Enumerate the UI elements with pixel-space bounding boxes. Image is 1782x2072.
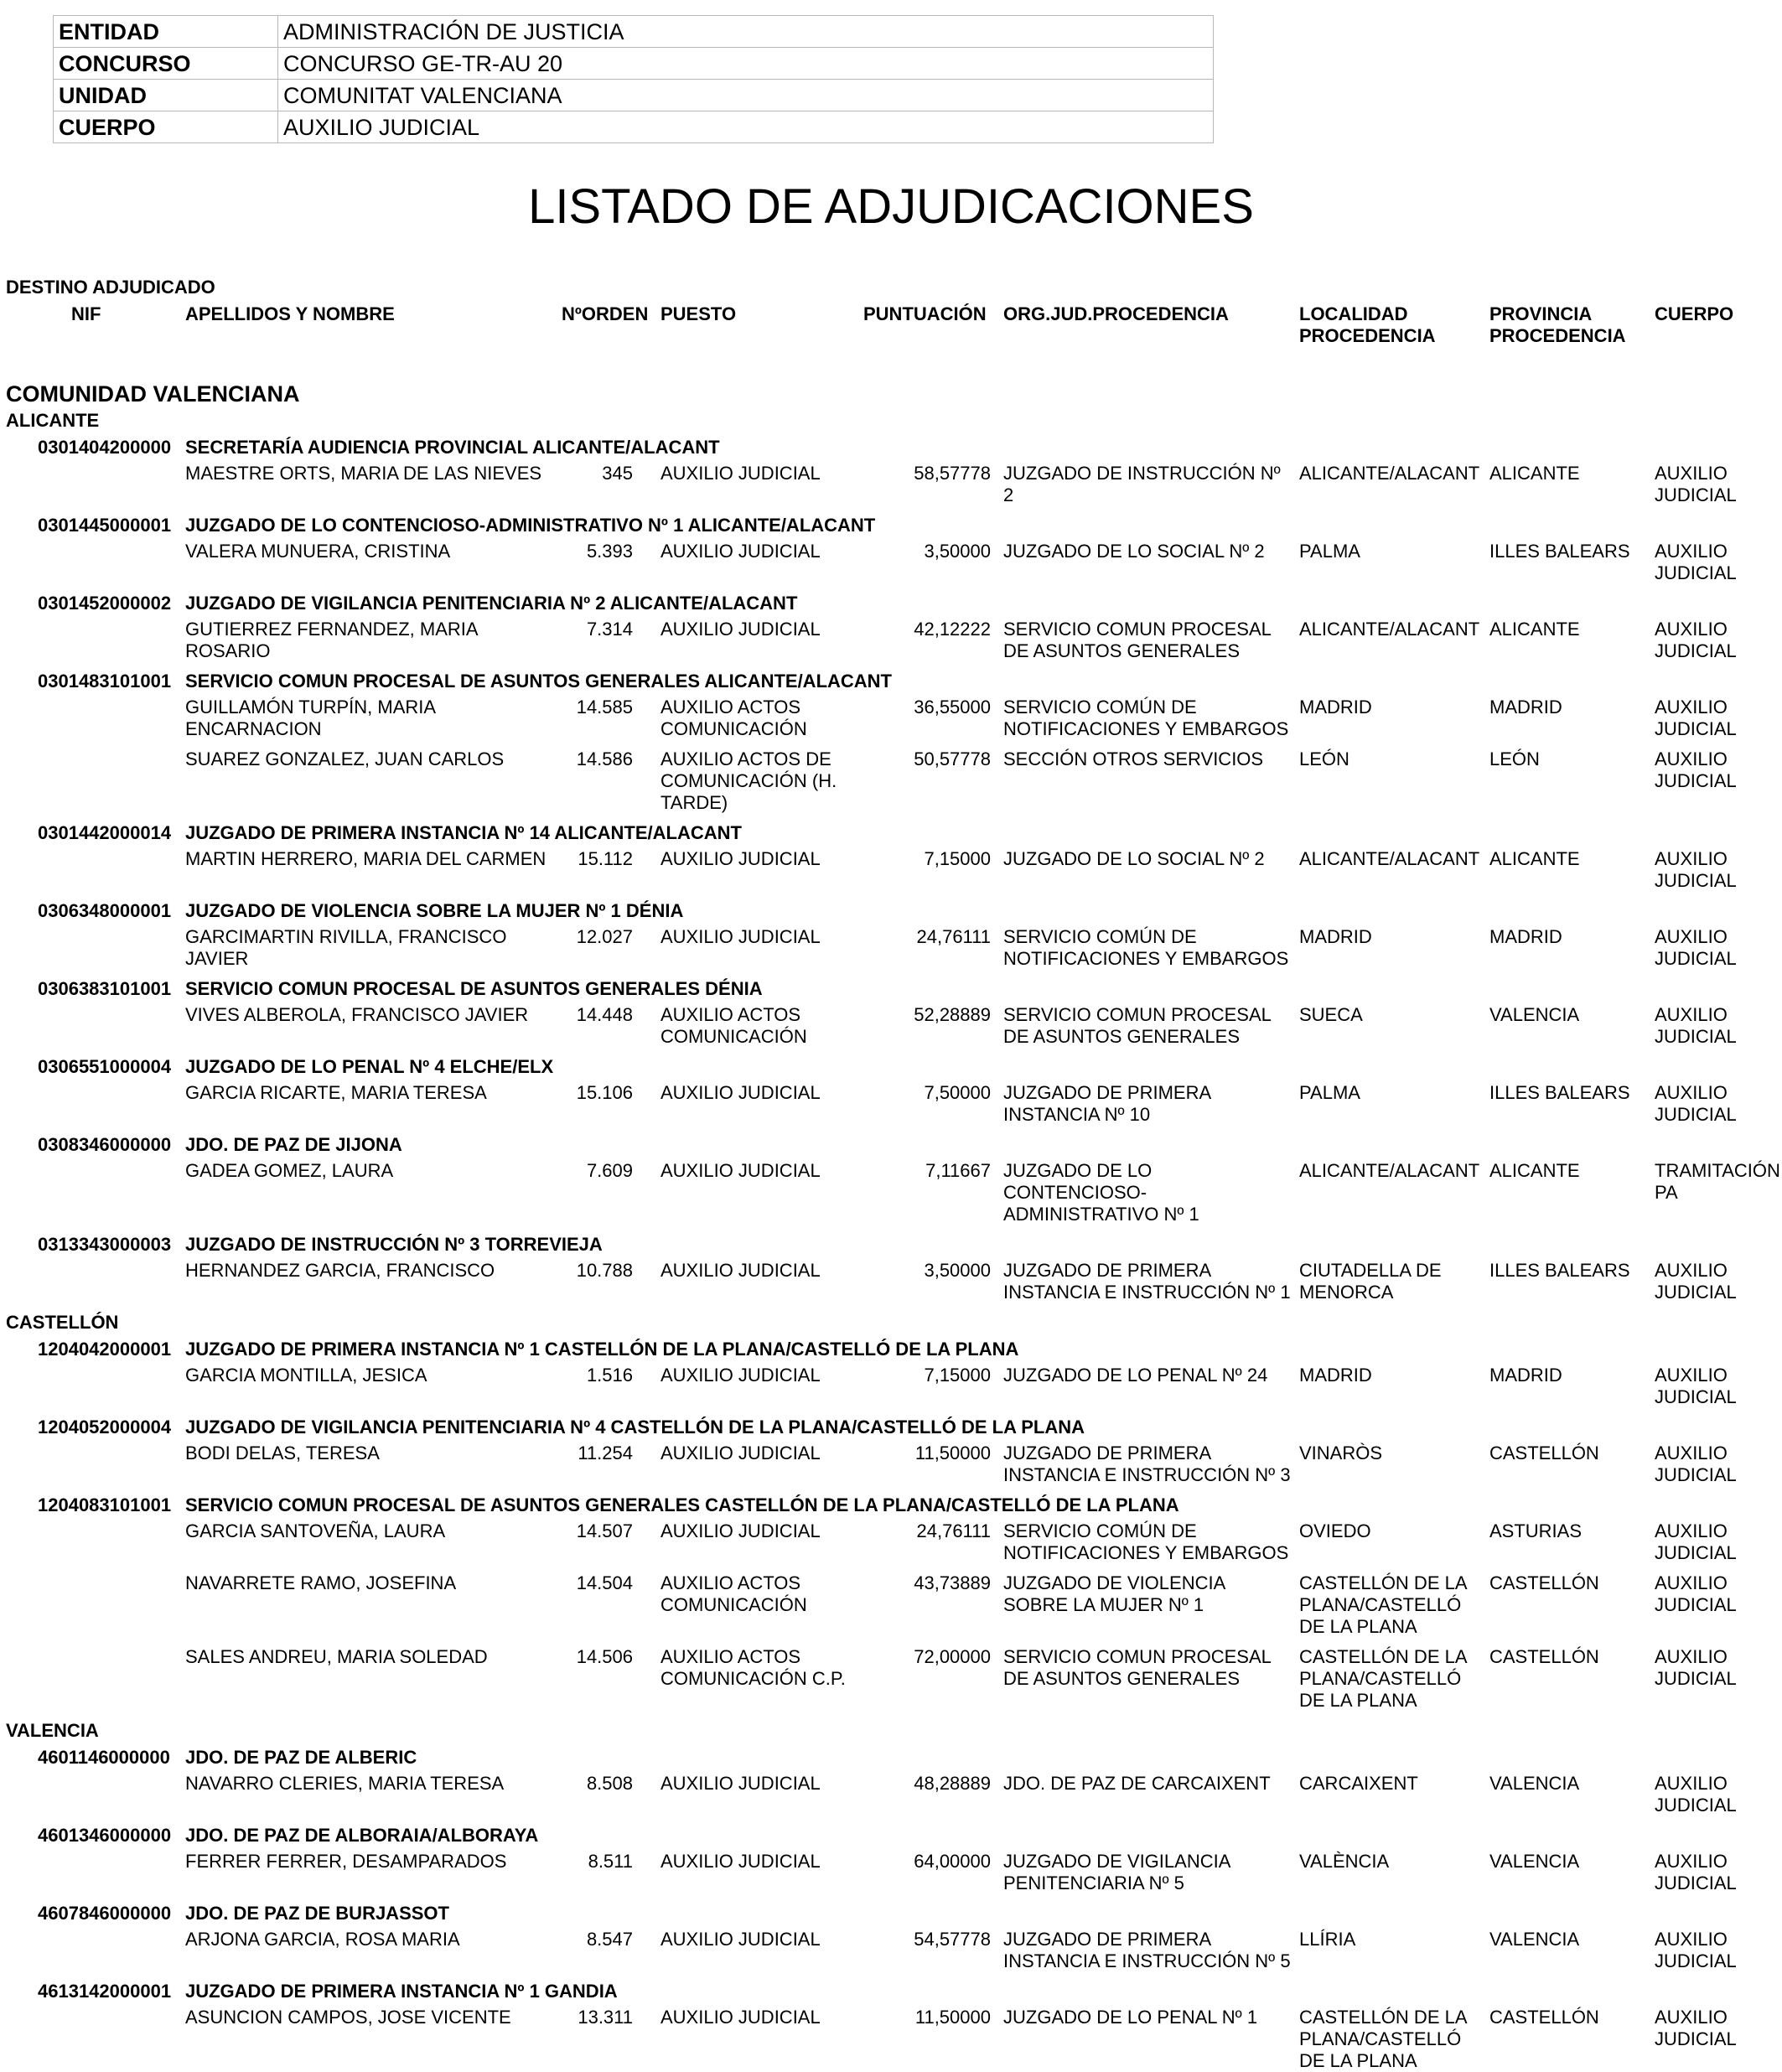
body: AUXILIO JUDICIAL [1655,1572,1737,1615]
destination-name: JUZGADO DE PRIMERA INSTANCIA Nº 14 ALICANTE/ALACANT [185,822,742,843]
origin-province: VALENCIA [1489,1773,1580,1794]
origin-locality: MADRID [1299,1365,1372,1386]
origin-court: JUZGADO DE LO SOCIAL Nº 2 [1003,541,1265,562]
origin-province: CASTELLÓN [1489,2007,1599,2028]
score: 24,76111 [916,926,991,947]
header-info-table [53,15,1214,143]
body: TRAMITACIÓN PA [1655,1160,1780,1203]
origin-court: JUZGADO DE VIGILANCIA PENITENCIARIA Nº 5 [1003,1851,1231,1893]
origin-province: ALICANTE [1489,619,1580,640]
destination-code: 0308346000000 [38,1134,172,1155]
origin-locality: LEÓN [1299,749,1349,769]
destination-name: JUZGADO DE VIOLENCIA SOBRE LA MUJER Nº 1 DÉNIA [185,900,684,921]
score: 48,28889 [914,1773,991,1794]
header-info-key: UNIDAD [54,80,278,111]
nif-column-header: NIF [71,303,101,324]
body: AUXILIO JUDICIAL [1655,463,1737,505]
order-number: 8.508 [586,1773,633,1794]
person-name: VIVES ALBEROLA, FRANCISCO JAVIER [185,1004,529,1025]
post: AUXILIO ACTOS COMUNICACIÓN C.P. [660,1646,846,1689]
origin-locality: PALMA [1299,541,1360,562]
header-info-row [54,48,1214,80]
order-number: 12.027 [576,926,633,947]
header-info-row [54,16,1214,48]
score: 11,50000 [914,1443,991,1463]
post: AUXILIO JUDICIAL [660,926,821,947]
destination-name: SERVICIO COMUN PROCESAL DE ASUNTOS GENERALES ALICANTE/ALACANT [185,671,892,692]
origin-locality: MADRID [1299,926,1372,947]
score: 72,00000 [914,1646,991,1667]
region-heading: COMUNIDAD VALENCIANA [6,381,300,407]
origin-locality: CIUTADELLA DE MENORCA [1299,1260,1442,1303]
origin-province: ALICANTE [1489,1160,1580,1181]
person-name: GARCIA RICARTE, MARIA TERESA [185,1082,487,1103]
post: AUXILIO JUDICIAL [660,1260,821,1281]
order-number: 14.585 [576,697,633,717]
destination-name: JDO. DE PAZ DE BURJASSOT [185,1903,449,1924]
header-info-key: CUERPO [54,111,278,143]
order-number: 7.609 [586,1160,633,1181]
destination-name: JUZGADO DE VIGILANCIA PENITENCIARIA Nº 2 ALICANTE/ALACANT [185,593,798,614]
origin-locality: PALMA [1299,1082,1360,1103]
destination-code: 0301452000002 [38,593,172,614]
person-name: GADEA GOMEZ, LAURA [185,1160,394,1181]
destination-name: JDO. DE PAZ DE ALBORAIA/ALBORAYA [185,1825,539,1846]
destination-code: 0301442000014 [38,822,172,843]
destination-name: JUZGADO DE PRIMERA INSTANCIA Nº 1 GANDIA [185,1981,618,2002]
post: AUXILIO JUDICIAL [660,619,821,640]
header-info-key: CONCURSO [54,48,278,80]
destination-code: 0306551000004 [38,1056,172,1077]
destination-code: 0306348000001 [38,900,172,921]
order-number: 5.393 [586,541,633,562]
body: AUXILIO JUDICIAL [1655,1082,1737,1125]
person-name: GARCIA SANTOVEÑA, LAURA [185,1520,446,1541]
body: AUXILIO JUDICIAL [1655,619,1737,661]
person-name: ARJONA GARCIA, ROSA MARIA [185,1929,460,1950]
destination-name: JDO. DE PAZ DE JIJONA [185,1134,402,1155]
destination-name: JUZGADO DE PRIMERA INSTANCIA Nº 1 CASTELLÓN DE LA PLANA/CASTELLÓ DE LA PLANA [185,1339,1019,1360]
post: AUXILIO JUDICIAL [660,1365,821,1386]
body: AUXILIO JUDICIAL [1655,541,1737,583]
origin-province: CASTELLÓN [1489,1443,1599,1463]
destination-code: 4601146000000 [38,1747,170,1768]
origin-province: ILLES BALEARS [1489,1260,1630,1281]
body: AUXILIO JUDICIAL [1655,1443,1737,1485]
origin-locality: LLÍRIA [1299,1929,1356,1950]
body: AUXILIO JUDICIAL [1655,1260,1737,1303]
score: 3,50000 [924,541,991,562]
person-name: GARCIMARTIN RIVILLA, FRANCISCO JAVIER [185,926,507,969]
origin-locality: VALÈNCIA [1299,1851,1390,1872]
score: 52,28889 [914,1004,991,1025]
person-name: VALERA MUNUERA, CRISTINA [185,541,451,562]
person-name: GARCIA MONTILLA, JESICA [185,1365,427,1386]
body: AUXILIO JUDICIAL [1655,1365,1737,1407]
origin-locality: CARCAIXENT [1299,1773,1418,1794]
origin-court: JUZGADO DE PRIMERA INSTANCIA E INSTRUCCIÓN Nº 5 [1003,1929,1291,1971]
person-name: NAVARRETE RAMO, JOSEFINA [185,1572,457,1593]
body: AUXILIO JUDICIAL [1655,1929,1737,1971]
post: AUXILIO JUDICIAL [660,1160,821,1181]
destination-code: 0301483101001 [38,671,172,692]
post: AUXILIO ACTOS COMUNICACIÓN [660,1572,807,1615]
person-name: SALES ANDREU, MARIA SOLEDAD [185,1646,488,1667]
person-name: MARTIN HERRERO, MARIA DEL CARMEN [185,848,547,869]
origin-province: MADRID [1489,926,1562,947]
score: 64,00000 [914,1851,991,1872]
person-name: NAVARRO CLERIES, MARIA TERESA [185,1773,505,1794]
body: AUXILIO JUDICIAL [1655,1851,1737,1893]
score: 42,12222 [914,619,991,640]
destination-code: 0301404200000 [38,437,172,458]
post: AUXILIO JUDICIAL [660,1929,821,1950]
origin-province-column-header: PROVINCIA PROCEDENCIA [1489,303,1626,346]
person-name: MAESTRE ORTS, MARIA DE LAS NIEVES [185,463,542,484]
body: AUXILIO JUDICIAL [1655,848,1737,891]
origin-locality: ALICANTE/ALACANT [1299,848,1480,869]
destination-name: JUZGADO DE INSTRUCCIÓN Nº 3 TORREVIEJA [185,1234,603,1255]
header-info-value: AUXILIO JUDICIAL [278,111,1214,143]
order-number: 14.504 [576,1572,633,1593]
person-name: GUTIERREZ FERNANDEZ, MARIA ROSARIO [185,619,479,661]
origin-court: JDO. DE PAZ DE CARCAIXENT [1003,1773,1271,1794]
origin-court: JUZGADO DE LO PENAL Nº 1 [1003,2007,1258,2028]
body: AUXILIO JUDICIAL [1655,697,1737,739]
origin-locality: VINARÒS [1299,1443,1383,1463]
origin-province: ASTURIAS [1489,1520,1583,1541]
destino-adjudicado-header: DESTINO ADJUDICADO [6,277,215,298]
post: AUXILIO JUDICIAL [660,1773,821,1794]
destination-code: 0301445000001 [38,515,172,536]
person-name: GUILLAMÓN TURPÍN, MARIA ENCARNACION [185,697,437,739]
order-number: 14.506 [576,1646,633,1667]
destination-name: JUZGADO DE VIGILANCIA PENITENCIARIA Nº 4 CASTELLÓN DE LA PLANA/CASTELLÓ DE LA PLANA [185,1417,1085,1437]
origin-province: VALENCIA [1489,1851,1580,1872]
origin-province: CASTELLÓN [1489,1572,1599,1593]
post: AUXILIO JUDICIAL [660,1082,821,1103]
origin-province: ALICANTE [1489,848,1580,869]
destination-name: SECRETARÍA AUDIENCIA PROVINCIAL ALICANTE/ALACANT [185,437,720,458]
origin-court: JUZGADO DE PRIMERA INSTANCIA E INSTRUCCIÓN Nº 1 [1003,1260,1291,1303]
post: AUXILIO JUDICIAL [660,2007,821,2028]
origin-locality: SUECA [1299,1004,1363,1025]
destination-name: JUZGADO DE LO PENAL Nº 4 ELCHE/ELX [185,1056,554,1077]
order-number: 14.507 [576,1520,633,1541]
destination-code: 1204083101001 [38,1494,172,1515]
order-number: 10.788 [576,1260,633,1281]
origin-locality: OVIEDO [1299,1520,1371,1541]
origin-province: CASTELLÓN [1489,1646,1599,1667]
score: 58,57778 [914,463,991,484]
origin-court: JUZGADO DE PRIMERA INSTANCIA E INSTRUCCIÓN Nº 3 [1003,1443,1291,1485]
body: AUXILIO JUDICIAL [1655,1646,1737,1689]
destination-code: 4607846000000 [38,1903,172,1924]
person-name: ASUNCION CAMPOS, JOSE VICENTE [185,2007,511,2028]
person-name: HERNANDEZ GARCIA, FRANCISCO [185,1260,495,1281]
order-number: 1.516 [586,1365,633,1386]
order-number: 14.448 [576,1004,633,1025]
score: 7,15000 [924,1365,991,1386]
person-name: BODI DELAS, TERESA [185,1443,380,1463]
origin-province: ILLES BALEARS [1489,541,1630,562]
score: 24,76111 [916,1520,991,1541]
name-column-header: APELLIDOS Y NOMBRE [185,303,395,324]
province-heading: CASTELLÓN [6,1312,119,1333]
origin-locality: ALICANTE/ALACANT [1299,463,1480,484]
origin-court: SERVICIO COMUN PROCESAL DE ASUNTOS GENERALES [1003,619,1272,661]
order-number: 11.254 [578,1443,633,1463]
origin-court: JUZGADO DE INSTRUCCIÓN Nº 2 [1003,463,1281,505]
post: AUXILIO JUDICIAL [660,848,821,869]
origin-court: JUZGADO DE VIOLENCIA SOBRE LA MUJER Nº 1 [1003,1572,1226,1615]
origin-court: JUZGADO DE LO CONTENCIOSO- ADMINISTRATIVO Nº 1 [1003,1160,1199,1225]
person-name: FERRER FERRER, DESAMPARADOS [185,1851,507,1872]
body: AUXILIO JUDICIAL [1655,1004,1737,1047]
origin-province: VALENCIA [1489,1004,1580,1025]
destination-name: SERVICIO COMUN PROCESAL DE ASUNTOS GENERALES DÉNIA [185,978,763,999]
origin-province: LEÓN [1489,749,1540,769]
origin-court-column-header: ORG.JUD.PROCEDENCIA [1003,303,1229,324]
order-number: 13.311 [578,2007,633,2028]
origin-locality-column-header: LOCALIDAD PROCEDENCIA [1299,303,1436,346]
score: 7,11667 [925,1160,991,1181]
body: AUXILIO JUDICIAL [1655,1773,1737,1816]
origin-locality: CASTELLÓN DE LA PLANA/CASTELLÓ DE LA PLANA [1299,2007,1468,2071]
origin-locality: MADRID [1299,697,1372,717]
post: AUXILIO JUDICIAL [660,1520,821,1541]
order-number: 8.547 [586,1929,633,1950]
post-column-header: PUESTO [660,303,737,324]
origin-court: JUZGADO DE PRIMERA INSTANCIA Nº 10 [1003,1082,1212,1125]
order-column-header: NºORDEN [562,303,649,324]
post: AUXILIO ACTOS COMUNICACIÓN [660,697,807,739]
destination-code: 4601346000000 [38,1825,172,1846]
score: 54,57778 [914,1929,991,1950]
score: 36,55000 [914,697,991,717]
post: AUXILIO JUDICIAL [660,1443,821,1463]
origin-locality: ALICANTE/ALACANT [1299,1160,1480,1181]
destination-code: 4613142000001 [38,1981,172,2002]
destination-code: 0306383101001 [38,978,172,999]
origin-court: JUZGADO DE LO SOCIAL Nº 2 [1003,848,1265,869]
order-number: 15.106 [576,1082,633,1103]
origin-court: SECCIÓN OTROS SERVICIOS [1003,749,1264,769]
header-info-value: CONCURSO GE-TR-AU 20 [278,48,1214,80]
origin-court: JUZGADO DE LO PENAL Nº 24 [1003,1365,1268,1386]
destination-code: 1204052000004 [38,1417,172,1437]
destination-name: JUZGADO DE LO CONTENCIOSO-ADMINISTRATIVO Nº 1 ALICANTE/ALACANT [185,515,876,536]
header-info-value: ADMINISTRACIÓN DE JUSTICIA [278,16,1214,48]
body: AUXILIO JUDICIAL [1655,1520,1737,1563]
origin-province: VALENCIA [1489,1929,1580,1950]
origin-court: SERVICIO COMUN PROCESAL DE ASUNTOS GENERALES [1003,1004,1272,1047]
body-column-header: CUERPO [1655,303,1734,324]
origin-province: ALICANTE [1489,463,1580,484]
post: AUXILIO JUDICIAL [660,541,821,562]
body: AUXILIO JUDICIAL [1655,749,1737,791]
province-heading: VALENCIA [6,1720,99,1741]
origin-province: ILLES BALEARS [1489,1082,1630,1103]
score: 43,73889 [914,1572,991,1593]
score-column-header: PUNTUACIÓN [863,303,987,324]
origin-court: SERVICIO COMÚN DE NOTIFICACIONES Y EMBARGOS [1003,697,1289,739]
page-title: LISTADO DE ADJUDICACIONES [528,179,1254,234]
post: AUXILIO ACTOS DE COMUNICACIÓN (H. TARDE) [660,749,837,813]
province-heading: ALICANTE [6,410,100,431]
header-info-row [54,80,1214,111]
body: AUXILIO JUDICIAL [1655,926,1737,969]
header-info-key: ENTIDAD [54,16,278,48]
score: 50,57778 [914,749,991,769]
origin-court: SERVICIO COMÚN DE NOTIFICACIONES Y EMBARGOS [1003,926,1289,969]
destination-code: 0313343000003 [38,1234,172,1255]
post: AUXILIO ACTOS COMUNICACIÓN [660,1004,807,1047]
origin-locality: ALICANTE/ALACANT [1299,619,1480,640]
order-number: 7.314 [586,619,633,640]
score: 7,50000 [924,1082,991,1103]
score: 11,50000 [914,2007,991,2028]
order-number: 8.511 [588,1851,633,1872]
destination-code: 1204042000001 [38,1339,172,1360]
header-info-value: COMUNITAT VALENCIANA [278,80,1214,111]
post: AUXILIO JUDICIAL [660,463,821,484]
order-number: 345 [602,463,633,484]
origin-province: MADRID [1489,1365,1562,1386]
score: 3,50000 [924,1260,991,1281]
origin-court: SERVICIO COMÚN DE NOTIFICACIONES Y EMBARGOS [1003,1520,1289,1563]
person-name: SUAREZ GONZALEZ, JUAN CARLOS [185,749,505,769]
destination-name: JDO. DE PAZ DE ALBERIC [185,1747,417,1768]
post: AUXILIO JUDICIAL [660,1851,821,1872]
origin-locality: CASTELLÓN DE LA PLANA/CASTELLÓ DE LA PLANA [1299,1646,1468,1711]
order-number: 15.112 [578,848,633,869]
score: 7,15000 [924,848,991,869]
header-info-row [54,111,1214,143]
body: AUXILIO JUDICIAL [1655,2007,1737,2049]
destination-name: SERVICIO COMUN PROCESAL DE ASUNTOS GENERALES CASTELLÓN DE LA PLANA/CASTELLÓ DE LA PLANA [185,1494,1179,1515]
origin-locality: CASTELLÓN DE LA PLANA/CASTELLÓ DE LA PLANA [1299,1572,1468,1637]
origin-court: SERVICIO COMUN PROCESAL DE ASUNTOS GENERALES [1003,1646,1272,1689]
origin-province: MADRID [1489,697,1562,717]
order-number: 14.586 [576,749,633,769]
